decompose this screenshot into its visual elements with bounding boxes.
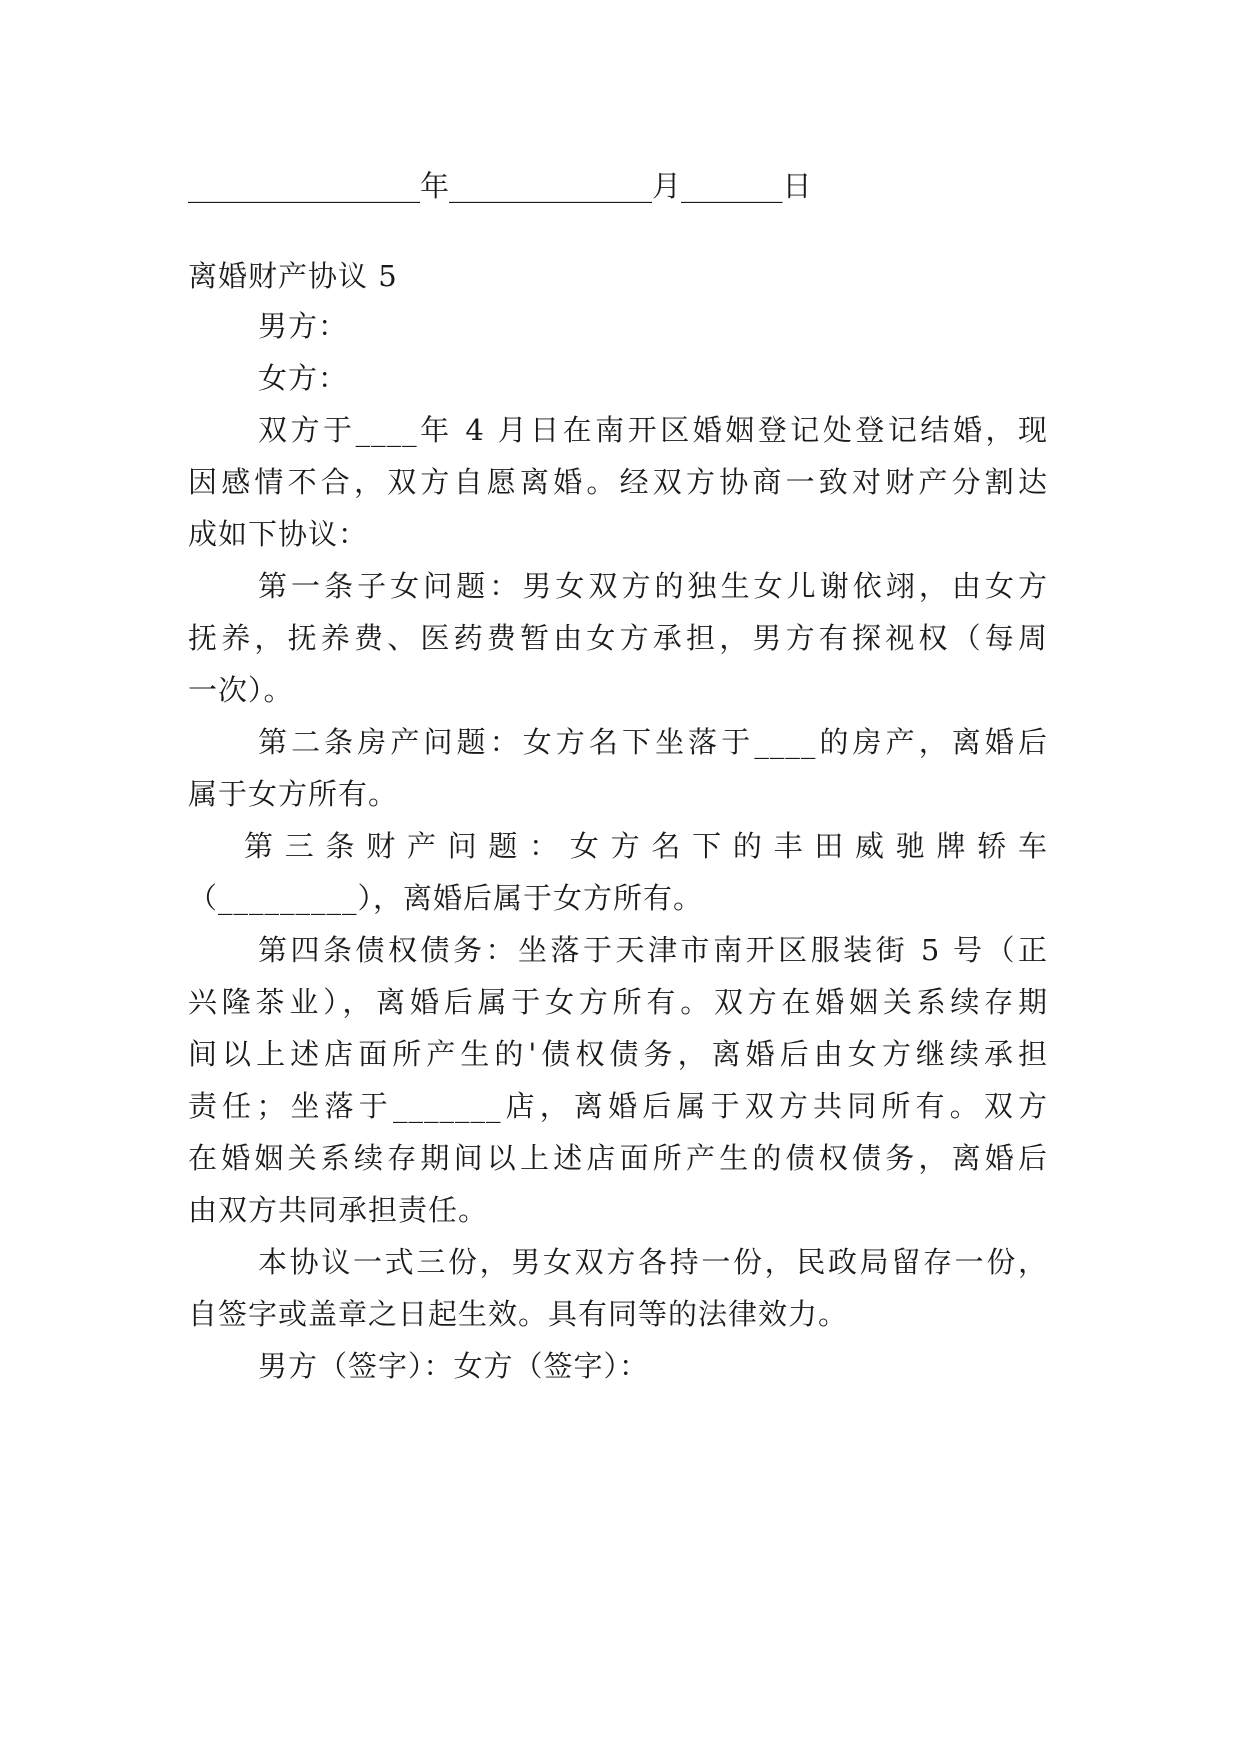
paragraph-line: 双方于____年 4 月日在南开区婚姻登记处登记结婚，现 (258, 413, 1048, 447)
paragraph-line: 由双方共同承担责任。 (188, 1193, 489, 1227)
paragraph-line: 兴隆茶业），离婚后属于女方所有。双方在婚姻关系续存期 (188, 985, 1048, 1019)
signature-line: 男方（签字）：女方（签字）： (258, 1349, 650, 1383)
paragraph-line: 第四条债权债务：坐落于天津市南开区服装街 5 号（正 (258, 933, 1048, 967)
paragraph-line: 自签字或盖章之日起生效。具有同等的法律效力。 (188, 1297, 849, 1331)
paragraph-line: 第二条房产问题：女方名下坐落于____的房产，离婚后 (258, 725, 1048, 759)
paragraph-line: 第一条子女问题：男女双方的独生女儿谢依翊，由女方 (258, 569, 1048, 603)
paragraph-line: （_________），离婚后属于女方所有。 (188, 881, 704, 915)
paragraph-line: 第三条财产问题：女方名下的丰田威驰牌轿车 (244, 829, 1048, 863)
paragraph-line: 间以上述店面所产生的'债权债务，离婚后由女方继续承担 (188, 1037, 1048, 1071)
paragraph-line: 一次）。 (188, 673, 294, 707)
paragraph-line: 因感情不合，双方自愿离婚。经双方协商一致对财产分割达 (188, 465, 1048, 499)
paragraph-line: 抚养，抚养费、医药费暂由女方承担，男方有探视权（每周 (188, 621, 1048, 655)
paragraph-line: 责任；坐落于_______店，离婚后属于双方共同所有。双方 (188, 1089, 1048, 1123)
paragraph-line: 成如下协议： (188, 517, 369, 551)
paragraph-line: 在婚姻关系续存期间以上述店面所产生的债权债务，离婚后 (188, 1141, 1048, 1175)
date-line: ________________年______________月_______日 (188, 169, 812, 203)
paragraph-line: 本协议一式三份，男女双方各持一份，民政局留存一份， (258, 1245, 1048, 1279)
paragraph-line: 属于女方所有。 (188, 777, 399, 811)
document-title: 离婚财产协议 5 (188, 259, 398, 293)
female-party-label: 女方： (258, 361, 349, 395)
male-party-label: 男方： (258, 309, 349, 343)
